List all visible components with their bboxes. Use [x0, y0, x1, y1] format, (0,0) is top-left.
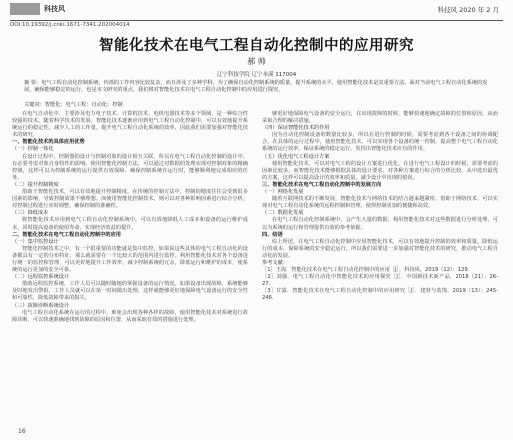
section-heading: （三）故障诊断系统设计 — [12, 302, 70, 309]
body-paragraph: 使用智能化技术，可以对电气工程的设计方案进行优化。在进行电气工程设计的时候，需要考虑的因素比较多，而智能化技术能够根据具体的设计要求，对各种方案进行综合的分析比较，从中选出最优的方案，这样可以提高设计的效率和质量，减少设计中出现的错误。 — [262, 160, 498, 181]
body-paragraph: 随着互联网技术的不断发展，智能化技术与网络技术的结合越来越紧密。借助于网络技术，可以实现对电气工程自动化系统的远程控制和管理，使得控制更加的便捷和高效。 — [262, 196, 498, 210]
section-heading: （二）数据化发展 — [262, 210, 304, 217]
journal-logo — [10, 3, 40, 15]
section-heading: 四、结语 — [262, 231, 283, 238]
section-heading: （一）网络化发展 — [262, 189, 304, 196]
affiliation: 辽宁科技学院 辽宁本溪 117004 — [216, 72, 297, 78]
page-number: 16 — [18, 428, 26, 435]
section-heading: 三、智能化技术在电气工程自动化控制中的发展方向 — [262, 181, 382, 188]
doi: DOI:10.19392/j.cnki.1671-7341.202004014 — [10, 22, 130, 28]
reference-item: ［3］甘露．智能化技术在电气工程自动化控制中的应用研究［J］．建材与装饰，2019（13）：245-246． — [262, 288, 498, 302]
section-heading: （四）保证智能化技术的作用 — [262, 125, 330, 132]
body-paragraph: 智能化控制技术之中，有一个很重要的功能就是集中监控。如果说这些具体的电气工程自动化的设备都具有一定的分布特征，那么就需要在一个比较大的范围内进行监控。利用智能化技术对各个设备进行统一的监控和管理，可以更好地提升工作效率，减少控制系统的冗余，降低运行和维护的成本，使系统的运行更加的安全可靠。 — [12, 245, 248, 274]
journal-logo-text: 科技风 — [44, 5, 65, 13]
body-paragraph: 将智能化技术应用到电气工程自动化控制系统中，可以有效地降低人工成本和设备的运行维护成本，同时提高设备的使用寿命，实现经济效益的提升。 — [12, 217, 248, 231]
body-paragraph: 在设计过程中，控制器的设计与控制对象的设计相互关联，所以在电气工程自动化控制的设计中，有必要考虑对象自身特性的影响。使用智能化控制方法，可以通过对数据的处理实现对控制对象的精确控制，这样可以为控制系统的运行提供有效保障，确保控制系统在运行时，能够顺利地完成相应的任务。 — [12, 153, 248, 181]
body-paragraph: 因为自动化控制设备的数量比较多，所以在进行控制的时候，需要考虑到各个设备之间的协调配合。在具体的运行过程中，使用智能化技术，可以实现各个设备的统一控制，提高整个电气工程自动化系统的运行效率，保证系统的稳定运行，发挥出智能化技术应有的作用。 — [262, 132, 498, 153]
reference-item: ［2］刘强．电气工程自动化中智能化技术的应用探究［J］．中国新技术新产品，2018（21）：26-27． — [262, 274, 498, 288]
body-paragraph: 电气工程自动化系统在运行的过程中，难免会出现各种各样的故障，使用智能化技术对系统进行故障诊断，可以快速准确地找到故障的原因和位置，从而采取有效的措施进行处理。 — [12, 309, 248, 323]
section-heading: （一）集中监控设计 — [12, 238, 59, 245]
paper-title: 智能化技术在电气工程自动化控制中的应用研究 — [99, 38, 414, 54]
author: 郝 帅 — [247, 57, 266, 66]
body-paragraph: 综上所述，在电气工程自动化控制中应用智能化技术，可以有效地提升控制的效率和质量，降低运行的成本，保障系统的安全稳定运行。所以我们需要进一步加强对智能化技术的研究，推动电气工程自动化的发展。 — [262, 238, 498, 259]
section-heading: 一、智能化技术的具体应用优势 — [12, 139, 85, 146]
journal-issue: 科技风 2020 年 2 月 — [437, 6, 499, 14]
body-paragraph: 借助于智能化技术，可以有效地提升控制精度。在传统的控制方法中，控制的精度往往会受到很多因素的影响，导致控制效果不够理想。而使用智能化控制技术，则可以对各种影响因素进行综合分析，对控制过程进行实时调整，确保控制的准确性。 — [12, 189, 248, 210]
body-paragraph: 在电气自动化中，主要涉及电力电子技术、计算机技术、电机电器技术等多个领域，是一种综合性较强的技术。随着科学技术的发展，智能化技术逐渐应用到电气工程自动化控制中，可以有效地提升系统运行的稳定性，减少人工的工作量，提升电气工程自动化系统的效率，因此我们需要加强对智能化技术的研究。 — [12, 111, 248, 139]
left-column — [12, 111, 248, 324]
keywords: 关键词：智能化；电气工程；自动化；控制 — [24, 102, 123, 108]
abstract: 摘 要：电气工程自动化控制系统，内部的工作内容比较复杂，而且涉及了多种学科。为了确保自动化控制系统的质量，提升系统的水平，使用智能化技术是其重要方法。面对当前电气工程自动化系统的发展，确保能够稳定的运行，也是本文研究的重点，我们将对智能化技术在电气工程自动化控制中的应用进行探究。 — [24, 80, 488, 93]
page-header — [10, 2, 503, 21]
section-heading: （二）提升控制精度 — [12, 181, 59, 188]
section-heading: 参考文献： — [262, 259, 288, 266]
section-heading: （一）控制一体化 — [12, 146, 54, 153]
section-heading: （五）优化电气工程设计方案 — [262, 153, 330, 160]
reference-item: ［1］王海．智能化技术在电气工程自动化控制中的应用［J］．科技风，2019（12）：129． — [262, 267, 473, 274]
section-heading: （二）远程监控系统设计 — [12, 274, 70, 281]
section-heading: 二、智能化技术在电气工程自动化控制中的应用 — [12, 231, 121, 238]
body-paragraph: 借助远程监控系统，工作人员可以随时随地的掌握设备的运行情况。如果设备出现故障，系统能够及时地发出警报，工作人员就可以在第一时间做出处理，这样就能够更好地保障电气设备运行的安全性和可靠性，降低故障带来的损失。 — [12, 281, 248, 302]
body-paragraph: 在电气工程自动化控制系统中，会产生大量的数据，利用智能化技术对这些数据进行分析处理，可以为系统的运行和管理提供有效的参考依据。 — [262, 217, 498, 231]
section-heading: （三）降低成本 — [12, 210, 49, 217]
right-column — [262, 111, 498, 303]
body-paragraph: 够更好地保障电气设备的安全运行，在出现故障的时候，能够快速地确定故障的位置和原因，从而采取合理的解决措施。 — [262, 111, 498, 125]
